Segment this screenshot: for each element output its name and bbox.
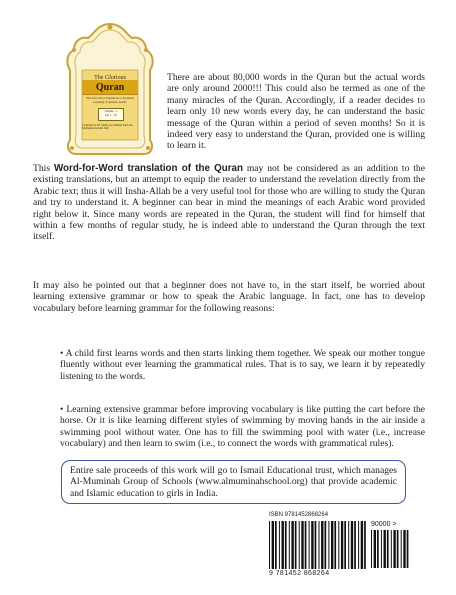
barcode-bar <box>344 521 346 569</box>
barcode-bar <box>351 521 353 569</box>
addon-barcode-icon <box>371 530 411 568</box>
barcode-bar <box>291 521 293 569</box>
bullet-point: • Learning extensive grammar before improving vocabulary is like putting the cart before the horse. Or it is like learning different styles of swimming by moving hands in the air inside a swimming pool without water. One has to fill the swimming pool with water (i.e., increase vocabulary) and then learn to swim (i.e., to connect the words with grammatical rules). <box>60 404 425 450</box>
proceeds-notice-box <box>61 460 406 504</box>
isbn-digits: 9 781452 868264 <box>269 570 330 577</box>
cover-publisher: Compiled by Dr. Shafiq-ur-Rahman Nadvi & Muhammad Abdul Jalil <box>82 124 133 131</box>
barcode-bar <box>279 521 280 569</box>
cover-title-line: The Glorious <box>94 75 126 81</box>
bullet-point: • A child first learns words and then starts linking them together. We speak our mother tongue fluently without ever learning the grammatical rules. That is to say, we learn it by repeatedly listening to the words. <box>60 348 425 382</box>
barcode-bar <box>403 530 405 568</box>
barcode-icon <box>269 521 367 569</box>
barcode-bar <box>381 530 382 568</box>
isbn-label: ISBN 9781452868264 <box>269 512 329 518</box>
barcode-bar <box>377 530 379 568</box>
barcode-bar <box>348 521 349 569</box>
barcode-bar <box>338 521 339 569</box>
barcode-block <box>265 512 425 582</box>
grammar-paragraph: It may also be pointed out that a beginner does not have to, in the start itself, be worried about learning extensive grammar or how to speak the Arabic language. In fact, one has to develop vocabulary before learning grammar for the following reasons: <box>33 280 425 314</box>
barcode-bar <box>301 521 303 569</box>
barcode-bar <box>358 521 359 569</box>
barcode-bar <box>305 521 307 569</box>
barcode-bar <box>282 521 284 569</box>
translation-emphasis: Word-for-Word translation of the Quran <box>53 163 243 174</box>
barcode-bar <box>387 530 389 568</box>
barcode-bar <box>269 521 270 569</box>
cover-text <box>60 20 160 160</box>
barcode-bar <box>275 521 277 569</box>
cover-subtitle: Word-for-Word Translation to Facilitate Learning of Quranic Arabic <box>86 96 134 104</box>
barcode-bar <box>354 521 356 569</box>
barcode-bar <box>295 521 297 569</box>
translation-paragraph <box>33 163 425 243</box>
barcode-bar <box>285 521 287 569</box>
barcode-bar <box>321 521 323 569</box>
barcode-bar <box>309 521 310 569</box>
barcode-bar <box>289 521 290 569</box>
barcode-bar <box>311 521 313 569</box>
cover-volume-label: Volume - 1 <box>104 109 118 113</box>
barcode-bar <box>331 521 333 569</box>
proceeds-notice-text: Entire sale proceeds of this work will go to Ismail Educational trust, which manages Al-Muminah Group of Schools (www.almuminahschool.org) that provide academic and Islamic education to girls in India. <box>70 465 397 499</box>
barcode-bar <box>407 530 409 568</box>
barcode-bar <box>325 521 327 569</box>
price-code: 90000 > <box>371 521 397 528</box>
barcode-bar <box>391 530 392 568</box>
barcode-bar <box>397 530 399 568</box>
barcode-bar <box>334 521 336 569</box>
cover-volume-box <box>98 108 124 121</box>
cover-parts-label: Juz 1 - 10 <box>105 113 117 117</box>
barcode-bar <box>371 530 372 568</box>
intro-paragraph: There are about 80,000 words in the Quran but the actual words are only around 2000!!! This could also be termed as one of the many miracles of the Quran. Accordingly, if a reader decides to learn only 10 new words every day, he can understand the basic message of the Quran within a period of seven months! So it is indeed very easy to understand the Quran, provided one is willing to learn it. <box>167 72 425 152</box>
barcode-bar <box>315 521 317 569</box>
barcode-bar <box>299 521 300 569</box>
barcode-bar <box>272 521 274 569</box>
barcode-bar <box>384 530 386 568</box>
barcode-bar <box>393 530 395 568</box>
barcode-bar <box>374 530 376 568</box>
barcode-bar <box>401 530 402 568</box>
barcode-bar <box>328 521 329 569</box>
barcode-bar <box>341 521 343 569</box>
para2-after: may not be considered as an addition to the existing translations, but an attempt to equip the reader to understand the revelation directly from the Arabic text; thus it will Insha-Allah be a very useful tool for those who are willing to study the Quran and try to understand it. A beginner can bear in mind the meanings of each Arabic word provided right below it. Since many words are repeated in the Quran, the student will find for himself that within a few months of regular study, he is indeed able to understand the Quran through the text itself. <box>33 163 425 243</box>
barcode-bar <box>319 521 320 569</box>
barcode-bar <box>364 521 366 569</box>
cover-thumbnail <box>60 20 160 160</box>
barcode-bar <box>361 521 363 569</box>
para2-before: This <box>33 163 54 174</box>
cover-title-main: Quran <box>95 82 125 93</box>
